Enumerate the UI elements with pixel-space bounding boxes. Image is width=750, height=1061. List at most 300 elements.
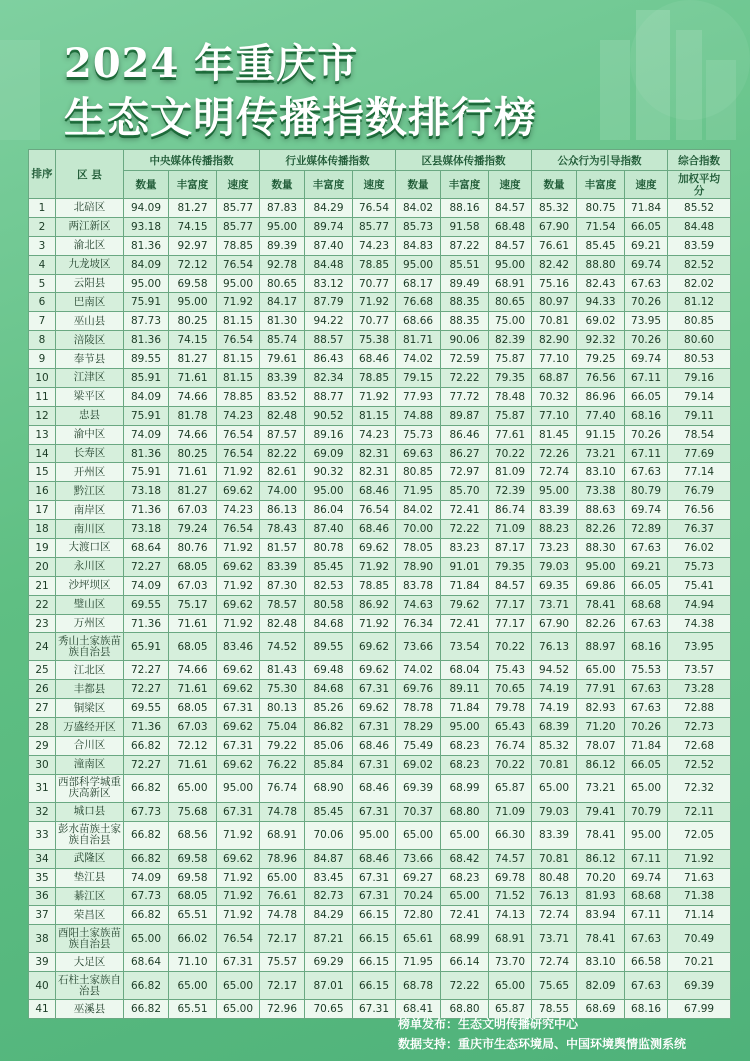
- index-value-cell: 68.23: [441, 755, 489, 774]
- table-body: [29, 199, 731, 1019]
- index-value-cell: 68.42: [441, 849, 489, 868]
- district-cell: 梁平区: [56, 387, 124, 406]
- index-value-cell: 67.63: [625, 614, 668, 633]
- subheader-cell: 速度: [489, 171, 532, 199]
- index-value-cell: 69.62: [217, 755, 260, 774]
- index-value-cell: 74.23: [217, 501, 260, 520]
- index-value-cell: 81.15: [353, 406, 396, 425]
- index-value-cell: 70.22: [489, 633, 532, 661]
- index-value-cell: 74.09: [124, 425, 169, 444]
- index-value-cell: 83.10: [577, 463, 625, 482]
- index-value-cell: 71.61: [169, 614, 217, 633]
- index-value-cell: 65.51: [169, 906, 217, 925]
- index-value-cell: 72.12: [169, 737, 217, 756]
- district-cell: 云阳县: [56, 274, 124, 293]
- index-value-cell: 86.46: [441, 425, 489, 444]
- index-value-cell: 68.78: [396, 972, 441, 1000]
- index-value-cell: 86.12: [577, 849, 625, 868]
- index-value-cell: 88.35: [441, 312, 489, 331]
- index-value-cell: 77.72: [441, 387, 489, 406]
- index-value-cell: 69.27: [396, 868, 441, 887]
- district-cell: 黔江区: [56, 482, 124, 501]
- rank-cell: 27: [29, 699, 56, 718]
- composite-score-cell: 72.88: [668, 699, 731, 718]
- index-value-cell: 82.26: [577, 614, 625, 633]
- index-value-cell: 69.02: [396, 755, 441, 774]
- index-value-cell: 68.68: [625, 595, 668, 614]
- index-value-cell: 86.43: [305, 350, 353, 369]
- index-value-cell: 71.95: [396, 953, 441, 972]
- index-value-cell: 77.40: [577, 406, 625, 425]
- index-value-cell: 67.31: [217, 953, 260, 972]
- composite-score-cell: 72.73: [668, 718, 731, 737]
- index-value-cell: 77.10: [532, 406, 577, 425]
- composite-score-cell: 77.69: [668, 444, 731, 463]
- index-value-cell: 68.91: [489, 274, 532, 293]
- index-value-cell: 82.48: [260, 614, 305, 633]
- index-value-cell: 75.68: [169, 802, 217, 821]
- table-row: [29, 406, 731, 425]
- index-value-cell: 86.92: [353, 595, 396, 614]
- rank-cell: 30: [29, 755, 56, 774]
- index-value-cell: 69.62: [217, 557, 260, 576]
- table-row: [29, 312, 731, 331]
- rank-cell: 28: [29, 718, 56, 737]
- district-cell: 沙坪坝区: [56, 576, 124, 595]
- rank-cell: 37: [29, 906, 56, 925]
- index-value-cell: 72.27: [124, 661, 169, 680]
- table-row: [29, 501, 731, 520]
- index-value-cell: 70.26: [625, 718, 668, 737]
- index-value-cell: 82.90: [532, 331, 577, 350]
- index-value-cell: 78.48: [489, 387, 532, 406]
- district-cell: 荣昌区: [56, 906, 124, 925]
- index-value-cell: 81.93: [577, 887, 625, 906]
- composite-score-cell: 75.73: [668, 557, 731, 576]
- rank-cell: 10: [29, 369, 56, 388]
- index-value-cell: 75.65: [532, 972, 577, 1000]
- index-value-cell: 69.62: [217, 482, 260, 501]
- index-value-cell: 70.22: [489, 444, 532, 463]
- index-value-cell: 82.31: [353, 463, 396, 482]
- index-value-cell: 80.85: [396, 463, 441, 482]
- composite-score-cell: 82.52: [668, 255, 731, 274]
- district-cell: 綦江区: [56, 887, 124, 906]
- index-value-cell: 68.17: [396, 274, 441, 293]
- index-value-cell: 66.15: [353, 925, 396, 953]
- index-value-cell: 74.19: [532, 680, 577, 699]
- composite-score-cell: 67.99: [668, 1000, 731, 1019]
- index-value-cell: 95.00: [124, 274, 169, 293]
- index-value-cell: 79.62: [441, 595, 489, 614]
- rank-cell: 38: [29, 925, 56, 953]
- composite-score-cell: 70.21: [668, 953, 731, 972]
- index-value-cell: 81.45: [532, 425, 577, 444]
- index-value-cell: 66.02: [169, 925, 217, 953]
- index-value-cell: 72.17: [260, 925, 305, 953]
- index-value-cell: 68.16: [625, 1000, 668, 1019]
- index-value-cell: 86.74: [489, 501, 532, 520]
- index-value-cell: 67.31: [353, 868, 396, 887]
- index-value-cell: 82.09: [577, 972, 625, 1000]
- index-value-cell: 89.39: [260, 236, 305, 255]
- index-value-cell: 65.00: [625, 774, 668, 802]
- rank-cell: 35: [29, 868, 56, 887]
- index-value-cell: 83.12: [305, 274, 353, 293]
- index-value-cell: 84.57: [489, 199, 532, 218]
- rank-cell: 21: [29, 576, 56, 595]
- index-value-cell: 71.92: [217, 906, 260, 925]
- index-value-cell: 76.61: [260, 887, 305, 906]
- index-value-cell: 74.09: [124, 868, 169, 887]
- index-value-cell: 68.46: [353, 774, 396, 802]
- index-value-cell: 71.10: [169, 953, 217, 972]
- index-value-cell: 74.23: [353, 425, 396, 444]
- index-value-cell: 66.15: [353, 972, 396, 1000]
- index-value-cell: 67.31: [353, 1000, 396, 1019]
- index-value-cell: 71.61: [169, 369, 217, 388]
- index-value-cell: 75.04: [260, 718, 305, 737]
- rank-cell: 22: [29, 595, 56, 614]
- index-value-cell: 66.05: [625, 576, 668, 595]
- index-value-cell: 70.22: [489, 755, 532, 774]
- index-value-cell: 71.61: [169, 680, 217, 699]
- rank-cell: 19: [29, 539, 56, 558]
- title-line-1: 2024 年重庆市: [64, 40, 359, 87]
- index-value-cell: 90.06: [441, 331, 489, 350]
- index-value-cell: 68.23: [441, 737, 489, 756]
- table-row: [29, 755, 731, 774]
- index-value-cell: 69.74: [625, 255, 668, 274]
- index-value-cell: 69.62: [353, 539, 396, 558]
- index-value-cell: 85.51: [441, 255, 489, 274]
- rank-cell: 40: [29, 972, 56, 1000]
- index-value-cell: 72.22: [441, 369, 489, 388]
- index-value-cell: 76.54: [217, 520, 260, 539]
- index-value-cell: 69.21: [625, 557, 668, 576]
- index-value-cell: 66.82: [124, 849, 169, 868]
- district-cell: 大足区: [56, 953, 124, 972]
- index-value-cell: 88.77: [305, 387, 353, 406]
- index-value-cell: 74.66: [169, 425, 217, 444]
- index-value-cell: 73.23: [532, 539, 577, 558]
- index-value-cell: 92.78: [260, 255, 305, 274]
- table-row: [29, 737, 731, 756]
- district-cell: 江北区: [56, 661, 124, 680]
- composite-score-cell: 72.32: [668, 774, 731, 802]
- index-value-cell: 79.25: [577, 350, 625, 369]
- index-value-cell: 65.87: [489, 774, 532, 802]
- table-row: [29, 774, 731, 802]
- index-value-cell: 84.02: [396, 199, 441, 218]
- index-value-cell: 75.00: [489, 312, 532, 331]
- district-cell: 万州区: [56, 614, 124, 633]
- index-value-cell: 82.26: [577, 520, 625, 539]
- composite-score-cell: 72.11: [668, 802, 731, 821]
- index-value-cell: 69.58: [169, 849, 217, 868]
- rank-cell: 31: [29, 774, 56, 802]
- district-cell: 南川区: [56, 520, 124, 539]
- index-value-cell: 84.09: [124, 387, 169, 406]
- index-value-cell: 69.58: [169, 274, 217, 293]
- table-row: [29, 972, 731, 1000]
- index-value-cell: 85.84: [305, 755, 353, 774]
- rank-cell: 33: [29, 821, 56, 849]
- index-value-cell: 65.61: [396, 925, 441, 953]
- index-value-cell: 86.12: [577, 755, 625, 774]
- index-value-cell: 72.12: [169, 255, 217, 274]
- index-value-cell: 67.31: [217, 699, 260, 718]
- index-value-cell: 84.09: [124, 255, 169, 274]
- rank-cell: 14: [29, 444, 56, 463]
- index-value-cell: 75.87: [489, 350, 532, 369]
- district-cell: 奉节县: [56, 350, 124, 369]
- district-cell: 石柱土家族自治县: [56, 972, 124, 1000]
- index-value-cell: 87.01: [305, 972, 353, 1000]
- index-value-cell: 75.87: [489, 406, 532, 425]
- composite-score-cell: 85.52: [668, 199, 731, 218]
- index-value-cell: 68.56: [169, 821, 217, 849]
- composite-score-cell: 80.53: [668, 350, 731, 369]
- index-value-cell: 89.74: [305, 217, 353, 236]
- index-value-cell: 70.81: [532, 849, 577, 868]
- index-value-cell: 69.48: [305, 661, 353, 680]
- subheader-cell: 数量: [124, 171, 169, 199]
- composite-score-cell: 72.68: [668, 737, 731, 756]
- index-value-cell: 74.88: [396, 406, 441, 425]
- district-cell: 铜梁区: [56, 699, 124, 718]
- subheader-cell: 丰富度: [169, 171, 217, 199]
- index-value-cell: 70.65: [489, 680, 532, 699]
- index-value-cell: 74.13: [489, 906, 532, 925]
- district-cell: 酉阳土家族苗族自治县: [56, 925, 124, 953]
- index-value-cell: 67.31: [353, 680, 396, 699]
- index-value-cell: 84.68: [305, 680, 353, 699]
- index-value-cell: 78.55: [532, 1000, 577, 1019]
- index-value-cell: 71.61: [169, 755, 217, 774]
- table-row: [29, 680, 731, 699]
- index-value-cell: 83.78: [396, 576, 441, 595]
- index-value-cell: 80.25: [169, 312, 217, 331]
- composite-score-cell: 76.56: [668, 501, 731, 520]
- index-value-cell: 87.21: [305, 925, 353, 953]
- index-value-cell: 84.48: [305, 255, 353, 274]
- index-value-cell: 68.41: [396, 1000, 441, 1019]
- index-value-cell: 80.97: [532, 293, 577, 312]
- composite-score-cell: 80.60: [668, 331, 731, 350]
- index-value-cell: 76.54: [217, 925, 260, 953]
- index-value-cell: 73.66: [396, 633, 441, 661]
- index-value-cell: 71.92: [217, 539, 260, 558]
- index-value-cell: 71.92: [353, 293, 396, 312]
- index-value-cell: 73.66: [396, 849, 441, 868]
- index-value-cell: 65.00: [260, 868, 305, 887]
- index-value-cell: 75.73: [396, 425, 441, 444]
- index-value-cell: 70.26: [625, 425, 668, 444]
- composite-score-cell: 73.28: [668, 680, 731, 699]
- index-value-cell: 85.70: [441, 482, 489, 501]
- index-value-cell: 75.30: [260, 680, 305, 699]
- composite-score-cell: 79.16: [668, 369, 731, 388]
- index-value-cell: 81.78: [169, 406, 217, 425]
- composite-score-cell: 81.12: [668, 293, 731, 312]
- index-value-cell: 84.87: [305, 849, 353, 868]
- index-value-cell: 66.82: [124, 972, 169, 1000]
- index-value-cell: 70.20: [577, 868, 625, 887]
- index-value-cell: 77.91: [577, 680, 625, 699]
- index-value-cell: 70.24: [396, 887, 441, 906]
- index-value-cell: 95.00: [260, 217, 305, 236]
- index-value-cell: 95.00: [625, 821, 668, 849]
- index-value-cell: 67.03: [169, 718, 217, 737]
- index-value-cell: 85.45: [577, 236, 625, 255]
- index-value-cell: 78.05: [396, 539, 441, 558]
- index-value-cell: 68.64: [124, 539, 169, 558]
- header-industry-media: 行业媒体传播指数: [260, 150, 396, 171]
- index-value-cell: 69.74: [625, 868, 668, 887]
- index-value-cell: 81.36: [124, 331, 169, 350]
- index-value-cell: 70.00: [396, 520, 441, 539]
- rank-cell: 5: [29, 274, 56, 293]
- index-value-cell: 94.22: [305, 312, 353, 331]
- index-value-cell: 84.57: [489, 576, 532, 595]
- index-value-cell: 66.15: [353, 953, 396, 972]
- rank-cell: 17: [29, 501, 56, 520]
- index-value-cell: 77.17: [489, 614, 532, 633]
- footer-data-support: 数据支持：重庆市生态环境局、中国环境舆情监测系统: [398, 1037, 687, 1051]
- index-value-cell: 74.00: [260, 482, 305, 501]
- index-value-cell: 71.20: [577, 718, 625, 737]
- table-row: [29, 482, 731, 501]
- index-value-cell: 78.90: [396, 557, 441, 576]
- index-value-cell: 67.63: [625, 972, 668, 1000]
- index-value-cell: 88.63: [577, 501, 625, 520]
- index-value-cell: 69.62: [217, 661, 260, 680]
- index-value-cell: 72.26: [532, 444, 577, 463]
- index-value-cell: 66.82: [124, 1000, 169, 1019]
- district-cell: 秀山土家族苗族自治县: [56, 633, 124, 661]
- table-row: [29, 199, 731, 218]
- district-cell: 潼南区: [56, 755, 124, 774]
- index-value-cell: 78.85: [353, 369, 396, 388]
- index-value-cell: 67.11: [625, 444, 668, 463]
- ranking-table: [28, 149, 731, 1019]
- index-value-cell: 72.22: [441, 520, 489, 539]
- composite-score-cell: 72.52: [668, 755, 731, 774]
- index-value-cell: 87.30: [260, 576, 305, 595]
- index-value-cell: 69.09: [305, 444, 353, 463]
- index-value-cell: 79.03: [532, 802, 577, 821]
- index-value-cell: 74.02: [396, 661, 441, 680]
- index-value-cell: 81.43: [260, 661, 305, 680]
- index-value-cell: 68.64: [124, 953, 169, 972]
- index-value-cell: 95.00: [532, 482, 577, 501]
- index-value-cell: 81.27: [169, 350, 217, 369]
- district-cell: 万盛经开区: [56, 718, 124, 737]
- index-value-cell: 71.92: [217, 576, 260, 595]
- index-value-cell: 68.05: [169, 633, 217, 661]
- rank-cell: 16: [29, 482, 56, 501]
- index-value-cell: 94.09: [124, 199, 169, 218]
- table-row: [29, 925, 731, 953]
- index-value-cell: 74.78: [260, 906, 305, 925]
- index-value-cell: 87.17: [489, 539, 532, 558]
- index-value-cell: 68.23: [441, 868, 489, 887]
- index-value-cell: 81.71: [396, 331, 441, 350]
- index-value-cell: 95.00: [169, 293, 217, 312]
- index-value-cell: 82.22: [260, 444, 305, 463]
- index-value-cell: 74.78: [260, 802, 305, 821]
- index-value-cell: 68.46: [353, 737, 396, 756]
- district-cell: 西部科学城重庆高新区: [56, 774, 124, 802]
- index-value-cell: 81.27: [169, 482, 217, 501]
- index-value-cell: 66.82: [124, 906, 169, 925]
- composite-score-cell: 76.02: [668, 539, 731, 558]
- index-value-cell: 67.31: [353, 802, 396, 821]
- index-value-cell: 67.63: [625, 925, 668, 953]
- index-value-cell: 72.80: [396, 906, 441, 925]
- district-cell: 永川区: [56, 557, 124, 576]
- index-value-cell: 71.92: [217, 868, 260, 887]
- index-value-cell: 85.45: [305, 557, 353, 576]
- index-value-cell: 74.15: [169, 331, 217, 350]
- index-value-cell: 71.09: [489, 802, 532, 821]
- index-value-cell: 84.17: [260, 293, 305, 312]
- composite-score-cell: 69.39: [668, 972, 731, 1000]
- index-value-cell: 81.30: [260, 312, 305, 331]
- table-row: [29, 274, 731, 293]
- index-value-cell: 65.91: [124, 633, 169, 661]
- index-value-cell: 78.43: [260, 520, 305, 539]
- composite-score-cell: 73.57: [668, 661, 731, 680]
- index-value-cell: 76.74: [260, 774, 305, 802]
- district-cell: 垫江县: [56, 868, 124, 887]
- district-cell: 合川区: [56, 737, 124, 756]
- index-value-cell: 82.93: [577, 699, 625, 718]
- subheader-cell: 丰富度: [577, 171, 625, 199]
- index-value-cell: 68.99: [441, 774, 489, 802]
- index-value-cell: 68.68: [625, 887, 668, 906]
- index-value-cell: 82.73: [305, 887, 353, 906]
- index-value-cell: 67.11: [625, 906, 668, 925]
- index-value-cell: 76.54: [217, 331, 260, 350]
- index-value-cell: 68.46: [353, 350, 396, 369]
- index-value-cell: 88.57: [305, 331, 353, 350]
- index-value-cell: 83.39: [260, 369, 305, 388]
- index-value-cell: 74.15: [169, 217, 217, 236]
- index-value-cell: 72.89: [625, 520, 668, 539]
- composite-score-cell: 73.95: [668, 633, 731, 661]
- table-row: [29, 217, 731, 236]
- index-value-cell: 68.91: [489, 925, 532, 953]
- index-value-cell: 75.53: [625, 661, 668, 680]
- index-value-cell: 69.58: [169, 868, 217, 887]
- index-value-cell: 83.45: [305, 868, 353, 887]
- index-value-cell: 65.00: [217, 1000, 260, 1019]
- index-value-cell: 79.15: [396, 369, 441, 388]
- index-value-cell: 69.78: [489, 868, 532, 887]
- index-value-cell: 71.92: [217, 293, 260, 312]
- index-value-cell: 79.41: [577, 802, 625, 821]
- composite-score-cell: 72.05: [668, 821, 731, 849]
- index-value-cell: 88.30: [577, 539, 625, 558]
- index-value-cell: 71.92: [353, 387, 396, 406]
- rank-cell: 34: [29, 849, 56, 868]
- index-value-cell: 71.92: [217, 463, 260, 482]
- index-value-cell: 84.57: [489, 236, 532, 255]
- index-value-cell: 74.09: [124, 576, 169, 595]
- district-cell: 璧山区: [56, 595, 124, 614]
